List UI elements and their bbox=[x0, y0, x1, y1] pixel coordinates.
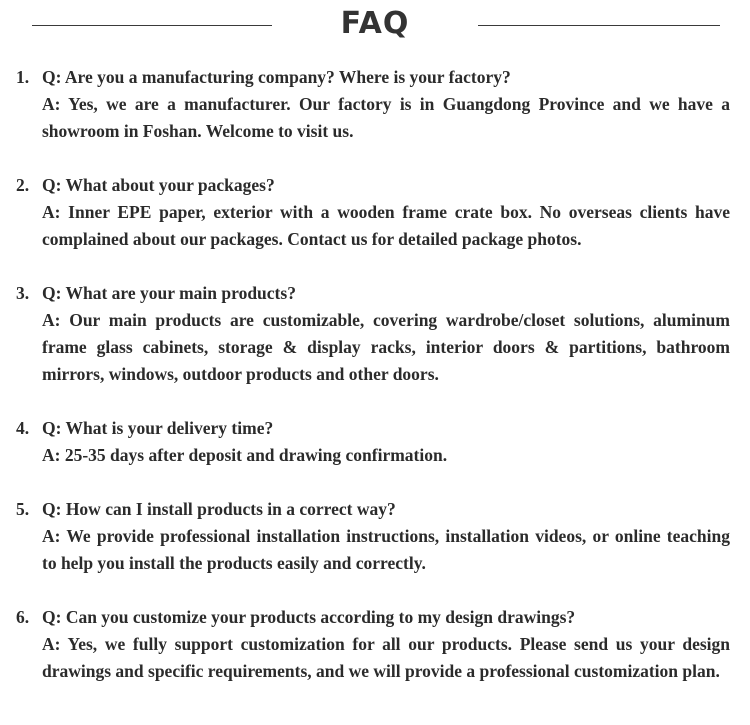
faq-question: Q: Can you customize your products according to my design drawings? bbox=[42, 607, 576, 627]
faq-number: 3. bbox=[16, 283, 30, 303]
faq-header bbox=[0, 0, 750, 50]
faq-list bbox=[0, 64, 750, 712]
faq-answer: A: Yes, we fully support customization for all our products. Please send us your design drawings and specific requirements, and we will provide a professional customization plan. bbox=[42, 634, 730, 681]
faq-item bbox=[0, 172, 750, 253]
faq-answer: A: Inner EPE paper, exterior with a wooden frame crate box. No overseas clients have complained about our packages. Contact us for detailed package photos. bbox=[42, 202, 730, 249]
faq-question: Q: How can I install products in a correct way? bbox=[42, 499, 396, 519]
faq-question: Q: What about your packages? bbox=[42, 175, 275, 195]
page-title: FAQ bbox=[340, 6, 410, 41]
faq-answer: A: Our main products are customizable, covering wardrobe/closet solutions, aluminum frame glass cabinets, storage & display racks, interior doors & partitions, bathroom mirrors, windows, outdoor products and other doors. bbox=[42, 310, 730, 384]
faq-answer: A: Yes, we are a manufacturer. Our factory is in Guangdong Province and we have a showroom in Foshan. Welcome to visit us. bbox=[42, 94, 730, 141]
faq-answer: A: 25-35 days after deposit and drawing confirmation. bbox=[42, 445, 448, 465]
faq-number: 5. bbox=[16, 499, 30, 519]
faq-item bbox=[0, 496, 750, 577]
header-divider-right bbox=[478, 25, 720, 26]
faq-number: 4. bbox=[16, 418, 30, 438]
faq-number: 1. bbox=[16, 67, 30, 87]
faq-number: 6. bbox=[16, 607, 30, 627]
faq-item bbox=[0, 415, 750, 469]
faq-question: Q: What is your delivery time? bbox=[42, 418, 274, 438]
faq-item bbox=[0, 64, 750, 145]
faq-question: Q: Are you a manufacturing company? Where is your factory? bbox=[42, 67, 511, 87]
faq-answer: A: We provide professional installation instructions, installation videos, or online teaching to help you install the products easily and correctly. bbox=[42, 526, 730, 573]
faq-item bbox=[0, 604, 750, 685]
faq-item bbox=[0, 280, 750, 388]
faq-number: 2. bbox=[16, 175, 30, 195]
faq-question: Q: What are your main products? bbox=[42, 283, 296, 303]
